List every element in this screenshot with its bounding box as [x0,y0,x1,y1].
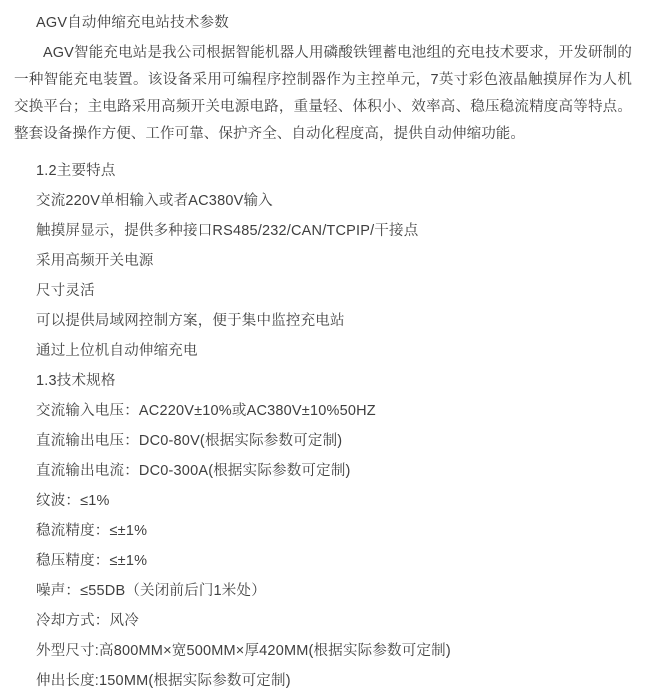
list-item: 冷却方式：风冷 [36,613,139,629]
list-item: 噪声：≤55DB（关闭前后门1米处） [36,583,266,599]
list-item: 纹波：≤1% [36,493,110,509]
list-item: 直流输出电压：DC0-80V(根据实际参数可定制) [36,433,343,449]
list-item: 可以提供局域网控制方案，便于集中监控充电站 [36,313,345,329]
list-item: 直流输出电流：DC0-300A(根据实际参数可定制) [36,463,351,479]
intro-paragraph: AGV智能充电站是我公司根据智能机器人用磷酸铁锂蓄电池组的充电技术要求，开发研制的一种智能充电装置。该设备采用可编程序控制器作为主控单元，7英寸彩色液晶触摸屏作为人机交换平台；主电路采用高频开关电源电路，重量轻、体积小、效率高、稳压稳流精度高等特点。整套设备操作方便、工作可靠、保护齐全、自动化程度高，提供自动伸缩功能。 [14,45,632,142]
list-item: 尺寸灵活 [36,283,95,299]
list-item: 交流输入电压：AC220V±10%或AC380V±10%50HZ [36,403,376,419]
list-item: 采用高频开关电源 [36,253,154,269]
page-title: AGV自动伸缩充电站技术参数 [36,15,229,31]
list-item: 触摸屏显示，提供多种接口RS485/232/CAN/TCPIP/干接点 [36,223,419,239]
list-item: 通过上位机自动伸缩充电 [36,343,198,359]
section-heading-main-features: 1.2主要特点 [36,163,116,179]
list-item: 稳压精度：≤±1% [36,553,148,569]
list-item: 外型尺寸:高800MM×宽500MM×厚420MM(根据实际参数可定制) [36,643,451,659]
list-item: 稳流精度：≤±1% [36,523,148,539]
list-item: 伸出长度:150MM(根据实际参数可定制) [36,673,291,689]
section-heading-tech-specs: 1.3技术规格 [36,373,116,389]
list-item: 交流220V单相输入或者AC380V输入 [36,193,273,209]
